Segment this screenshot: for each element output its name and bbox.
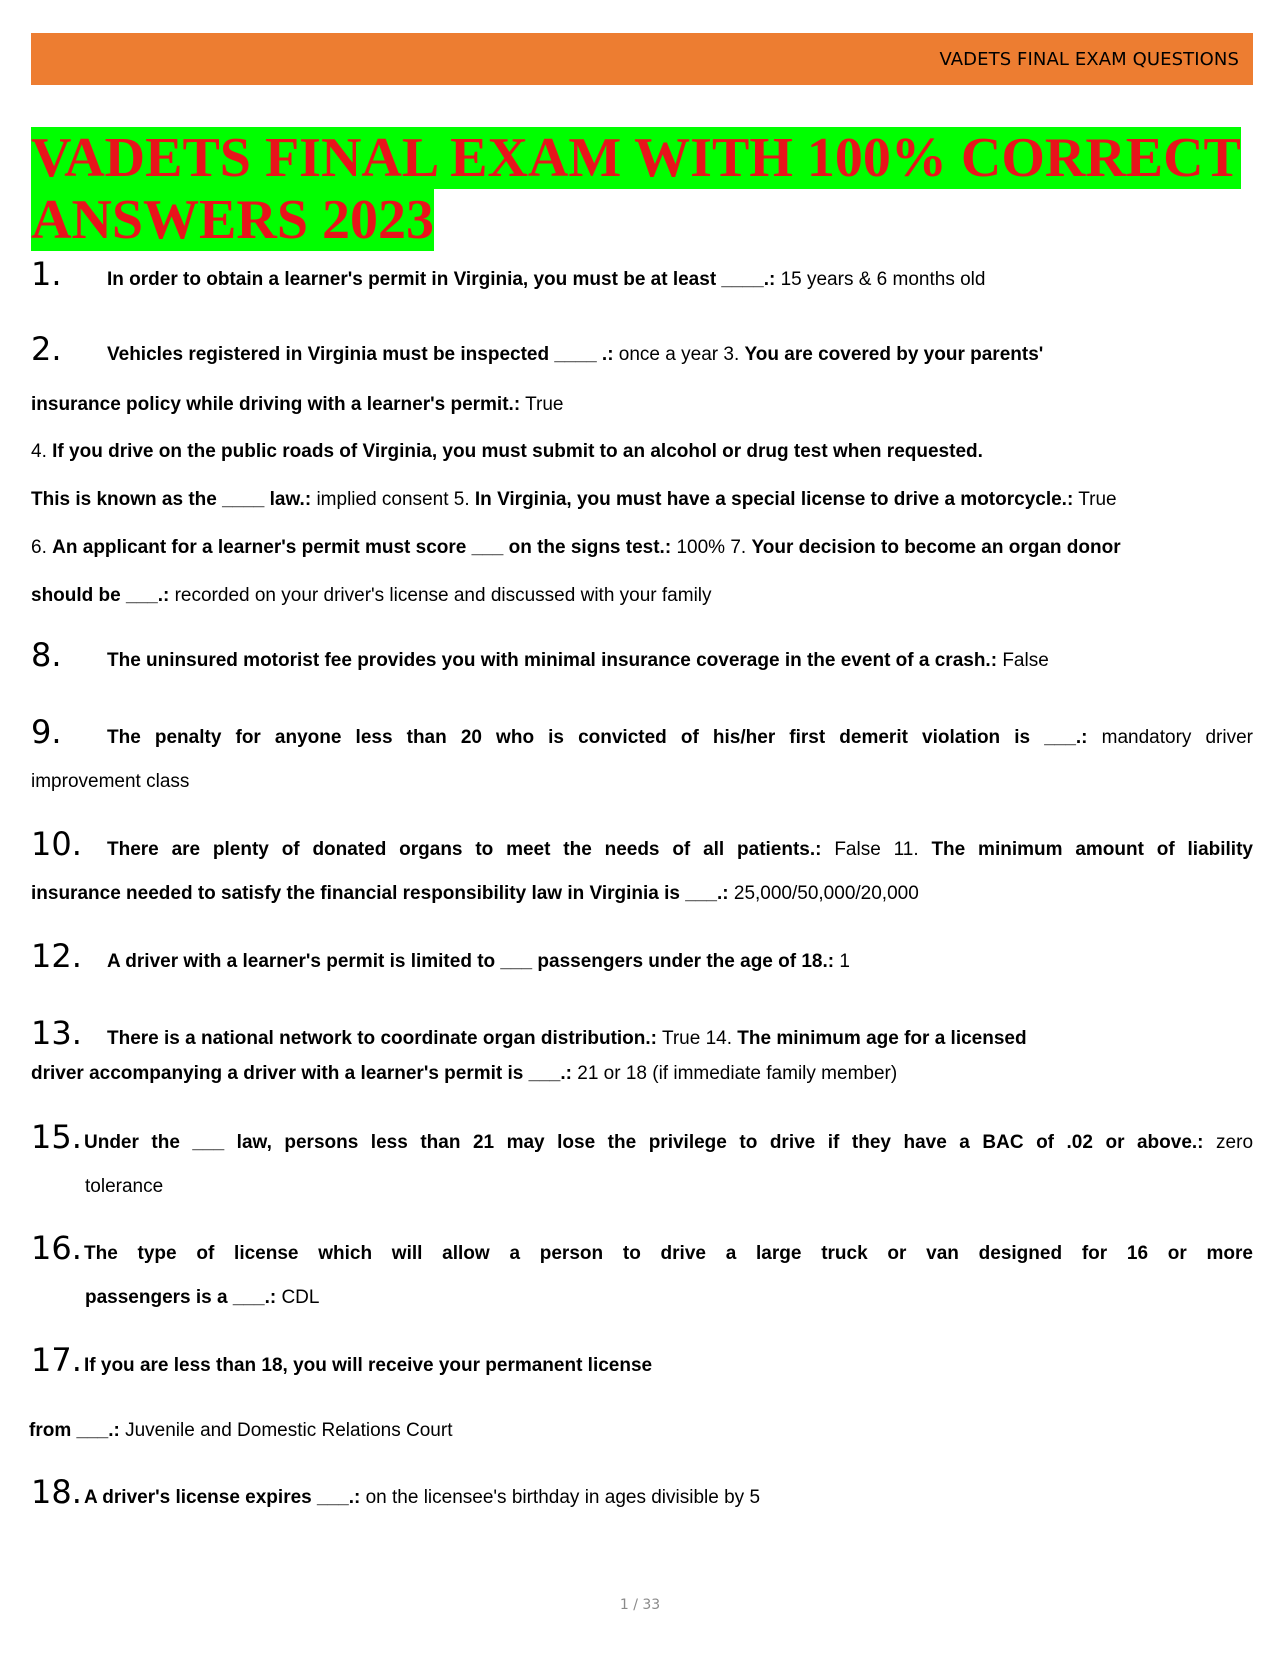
question-number: 11.	[893, 839, 919, 860]
question-text: In order to obtain a learner's permit in Virginia, you must be at least ____.:	[107, 269, 776, 290]
answer-text-part: mandatory driver	[1101, 727, 1254, 748]
text-line	[31, 1063, 897, 1085]
question-number: 6.	[31, 537, 47, 558]
text-line	[31, 937, 850, 975]
answer-text: False	[834, 839, 881, 860]
question-text: Under the ___ law, persons less than 21 may lose the privilege to drive if they have a BAC of .02 or above.:	[84, 1132, 1204, 1153]
text-line	[31, 1229, 1253, 1267]
question-number: 8.	[31, 636, 62, 674]
answer-text: Juvenile and Domestic Relations Court	[125, 1420, 453, 1441]
text-line	[31, 713, 1253, 751]
question-number: 18.	[31, 1473, 82, 1511]
answer-text: implied consent	[316, 489, 449, 510]
question-number: 5.	[453, 489, 470, 510]
text-line	[31, 1473, 760, 1511]
text-line	[31, 771, 189, 793]
text-line	[31, 1341, 652, 1379]
answer-text: on the licensee's birthday in ages divisible by 5	[365, 1487, 761, 1508]
answer-text: recorded on your driver's license and discussed with your family	[174, 585, 712, 606]
question-text: A driver's license expires ___.:	[84, 1487, 361, 1508]
question-text: The penalty for anyone less than 20 who is convicted of his/her first demerit violation is ___.:	[107, 727, 1088, 748]
answer-text: 21 or 18 (if immediate family member)	[577, 1063, 898, 1084]
answer-text-part: tolerance	[85, 1176, 164, 1197]
question-text: An applicant for a learner's permit must score ___ on the signs test.:	[52, 537, 672, 558]
question-number: 1.	[31, 255, 62, 293]
page-indicator	[0, 1597, 1280, 1613]
current-page: 1	[619, 1597, 629, 1613]
text-line	[31, 1014, 1027, 1052]
text-line	[85, 1287, 319, 1309]
answer-text: True	[525, 394, 564, 415]
question-text-part: If you drive on the public roads of Virginia, you must submit to an alcohol or drug test when requested.	[52, 441, 983, 462]
question-text-part: The minimum age for a licensed	[737, 1028, 1027, 1049]
text-line	[85, 1176, 163, 1198]
text-line	[31, 883, 919, 905]
question-text: Vehicles registered in Virginia must be inspected ____ .:	[107, 344, 614, 365]
question-text-part: insurance policy while driving with a learner's permit.:	[31, 394, 521, 415]
question-number: 7.	[730, 537, 747, 558]
question-text-part: If you are less than 18, you will receive your permanent license	[84, 1355, 653, 1376]
text-line	[31, 636, 1049, 674]
text-line	[31, 394, 563, 416]
question-number: 12.	[31, 937, 82, 975]
text-line	[31, 489, 1117, 511]
page-separator: /	[633, 1597, 638, 1613]
header-label: VADETS FINAL EXAM QUESTIONS	[939, 49, 1239, 70]
question-number: 9.	[31, 713, 62, 751]
answer-text-part: zero	[1216, 1132, 1254, 1153]
question-number: 3.	[723, 344, 740, 365]
text-line	[31, 330, 1043, 368]
header-bar	[31, 33, 1253, 85]
question-text-part: from ___.:	[29, 1420, 120, 1441]
question-text-part: insurance needed to satisfy the financial responsibility law in Virginia is ___.:	[31, 883, 729, 904]
question-text-part: The type of license which will allow a person to drive a large truck or van designed for 16 or more	[84, 1243, 1253, 1264]
question-text-part: You are covered by your parents'	[744, 344, 1044, 365]
answer-text-part: improvement class	[31, 771, 190, 792]
question-number: 17.	[31, 1341, 82, 1379]
text-line	[31, 255, 985, 293]
question-number: 2.	[31, 330, 62, 368]
question-text-part: driver accompanying a driver with a learner's permit is ___.:	[31, 1063, 572, 1084]
question-text-part: This is known as the ____ law.:	[31, 489, 312, 510]
text-line	[29, 1420, 452, 1442]
text-line	[31, 441, 983, 463]
question-number: 10.	[31, 825, 82, 863]
answer-text: 25,000/50,000/20,000	[733, 883, 919, 904]
question-number: 16.	[31, 1229, 82, 1267]
question-text-part: The minimum amount of liability	[931, 839, 1253, 860]
question-number: 14.	[705, 1028, 733, 1049]
question-text: In Virginia, you must have a special license to drive a motorcycle.:	[474, 489, 1074, 510]
question-number: 15.	[31, 1118, 82, 1156]
text-line	[31, 1118, 1253, 1156]
document-title	[31, 127, 1261, 251]
answer-text: 15 years & 6 months old	[780, 269, 986, 290]
text-line	[31, 585, 712, 607]
answer-text: True	[661, 1028, 701, 1049]
question-number: 13.	[31, 1014, 82, 1052]
answer-text: once a year	[618, 344, 719, 365]
answer-text: 100%	[676, 537, 726, 558]
text-line	[31, 825, 1253, 863]
text-line	[31, 537, 1121, 559]
answer-text: CDL	[281, 1287, 320, 1308]
answer-text: False	[1002, 650, 1049, 671]
total-pages: 33	[642, 1597, 661, 1613]
answer-text: 1	[839, 951, 850, 972]
title-text: VADETS FINAL EXAM WITH 100% CORRECT ANSWERS 2023	[31, 127, 1241, 251]
question-text: There is a national network to coordinate organ distribution.:	[107, 1028, 657, 1049]
question-number: 4.	[31, 441, 47, 462]
question-text-part: passengers is a ___.:	[85, 1287, 277, 1308]
question-text-part: Your decision to become an organ donor	[751, 537, 1121, 558]
answer-text: True	[1078, 489, 1117, 510]
question-text: The uninsured motorist fee provides you with minimal insurance coverage in the event of a crash.:	[107, 650, 998, 671]
question-text: A driver with a learner's permit is limited to ___ passengers under the age of 18.:	[107, 951, 835, 972]
question-text-part: should be ___.:	[31, 585, 170, 606]
question-text: There are plenty of donated organs to meet the needs of all patients.:	[107, 839, 822, 860]
